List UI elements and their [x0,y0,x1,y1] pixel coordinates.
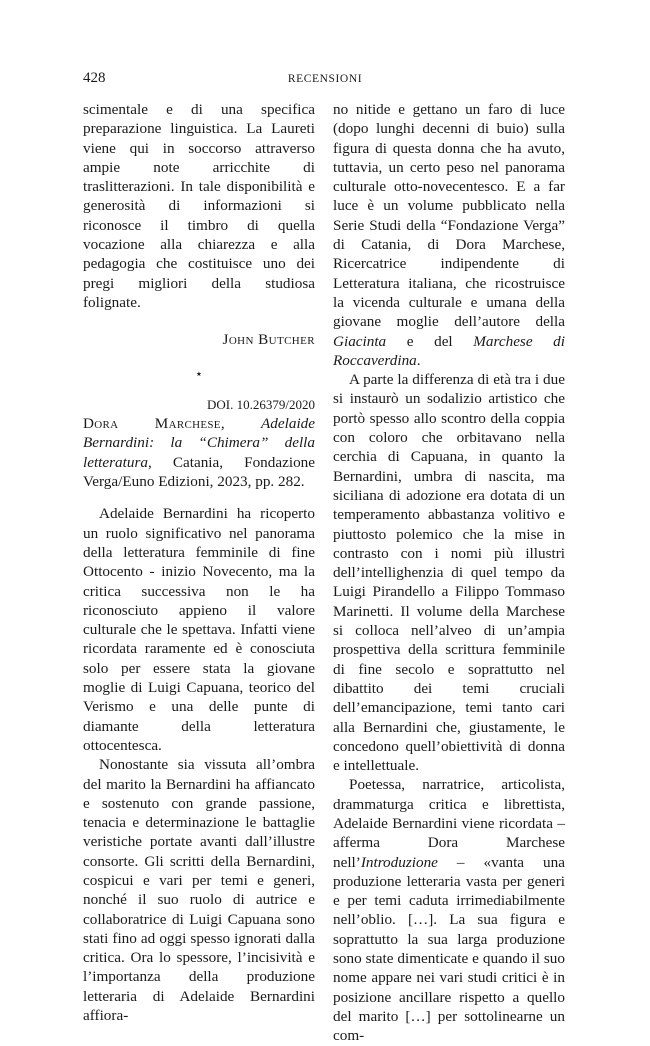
doi-line: DOI. 10.26379/2020 [207,396,315,412]
paragraph: Nonostante sia vissuta all’ombra del marito la Bernardini ha affiancato e sostenuto con grande passione, tenacia e determinazione le battaglie veristiche portate avanti dall’illustre consorte. Gli scritti della Bernardini, cospicui e vari per temi e generi, nonché il suo ruolo di autrice e collaboratrice di Luigi Capuana sono stati fino ad oggi spesso ignorati dalla critica. Ora lo spessore, l’incisività e l’importanza della produzione letteraria di Adelaide Bernardini affiora- [83,756,315,1025]
book-reference [83,414,315,491]
paragraph [333,775,565,1045]
page-header [83,70,567,94]
reference-author: Dora Marchese, [83,415,225,433]
title-introduzione: Introduzione [360,853,438,871]
title-giacinta: Giacinta [333,332,387,350]
running-title: RECENSIONI [287,73,363,85]
left-column [83,100,315,1025]
paragraph-continued: scimentale e di una specifica preparazione linguistica. La Laureti viene qui in soccorso attraverso ampie note arricchite di traslitterazioni. In tale disponibilità e generosità di informazioni si riconosce il timbro di quella vocazione alla chiarezza e alla pedagogia che costituisce uno dei pregi migliori della studiosa folignate. [83,101,315,311]
paragraph-text: e del [386,332,474,350]
reference-title: Adelaide Bernardini: la “Chimera” della letteratura [83,415,316,471]
paragraph-text: . [416,351,421,369]
paragraph-text: Poetessa, narratrice, articolista, drammaturga critica e librettista, Adelaide Bernardini viene ricordata – afferma Dora Marchese nell’ [333,776,565,871]
section-star-separator: ⋆ [194,365,204,381]
title-marchese-di-roccaverdina: Marchese di Roccaverdina [333,332,565,369]
review-signature: John Butcher [222,331,315,349]
paragraph-text: no nitide e gettano un faro di luce (dopo lunghi decenni di buio) sulla figura di questa donna che ha avuto, tuttavia, un certo peso nel panorama culturale otto-novecentesco. E a far luce è un volume pubblicato nella Serie Studi della “Fondazione Verga” di Catania, di Dora Marchese, Ricercatrice indipendente di Letteratura italiana, che ricostruisce la vicenda culturale e umana della giovane moglie dell’autore della [333,101,565,331]
right-column [333,100,565,1046]
paragraph-text: – «vanta una produzione letteraria vasta per generi e per temi caduta irrimediabilmente nell’oblio. […]. La sua figura e soprattutto la sua larga produzione sono state dimenticate e quando il suo nome appare nei vari studi critici è in posizione ancillare rispetto a quello del marito […] per sottolinearne un com- [333,853,565,1045]
paragraph: Adelaide Bernardini ha ricoperto un ruolo significativo nel panorama della letteratura femminile di fine Ottocento - inizio Novecento, ma la critica successiva non le ha riconosciuto appieno il valore culturale che le spettava. Infatti viene ricordata raramente ed è conosciuta solo per essere stata la giovane moglie di Luigi Capuana, teorico del Verismo e una delle punte di diamante della letteratura ottocentesca. [83,505,315,754]
paragraph-continued [333,100,565,370]
reference-details: , Catania, Fondazione Verga/Euno Edizioni, 2023, pp. 282. [83,453,315,491]
paragraph: A parte la differenza di età tra i due si instaurò un sodalizio artistico che portò spesso allo scontro della coppia con coloro che orbitavano nella cerchia di Capuana, in quanto la Bernardini, umbra di nascita, ma siciliana di adozione era dotata di un temperamento abbastanza volitivo e piuttosto polemico che la mise in contrasto con i nomi più illustri dell’intellighenzia di quel tempo da Luigi Pirandello a Filippo Tommaso Marinetti. Il volume della Marchese si colloca nell’alveo di un’ampia prospettiva della scrittura femminile di fine secolo e soprattutto nel dibattito dei temi cruciali dell’emancipazione, temi tanto cari alla Bernardini che, giustamente, le concedono quell’obiettività di donna e intellettuale. [333,371,565,775]
page-number: 428 [83,70,106,86]
